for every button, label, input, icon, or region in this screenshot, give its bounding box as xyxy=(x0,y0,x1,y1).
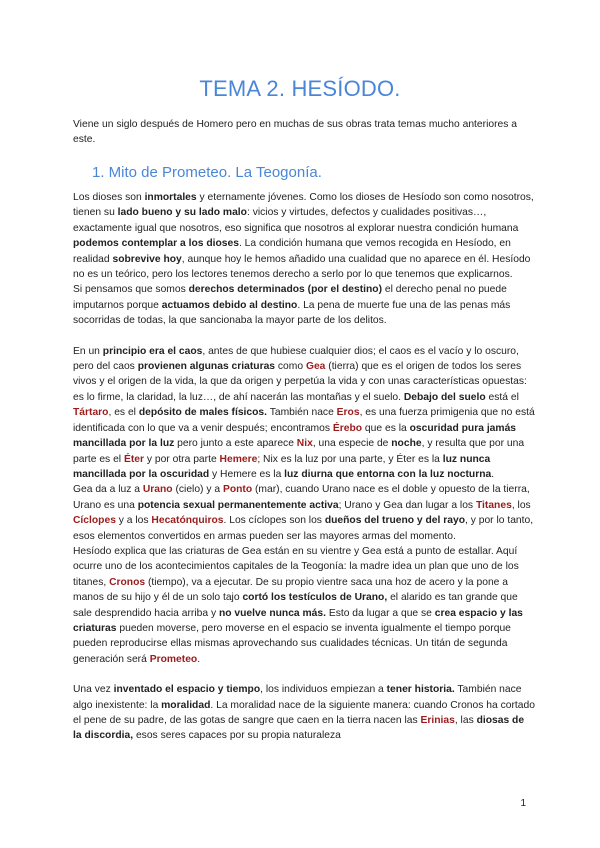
paragraph: Si pensamos que somos derechos determinados (por el destino) el derecho penal no puede imputarnos porque actuamos debido al destino. La pena de muerte fue una de las penas más socorridas de todas, la que sancionaba la mayor parte de los delitos. xyxy=(73,284,511,327)
highlighted-name: Nix xyxy=(296,438,313,450)
page-title: TEMA 2. HESÍODO. xyxy=(199,76,401,101)
highlighted-name: Urano xyxy=(142,484,173,496)
section-heading: 1. Mito de Prometeo. La Teogonía. xyxy=(92,164,322,181)
bold-text: derechos determinados (por el destino) xyxy=(188,284,383,296)
highlighted-name: Tártaro xyxy=(73,407,109,419)
highlighted-name: Hecatónquiros xyxy=(151,515,224,527)
highlighted-name: Ponto xyxy=(222,484,253,496)
highlighted-name: Titanes xyxy=(475,499,512,511)
highlighted-name: Gea xyxy=(305,361,326,373)
bold-text: potencia sexual permanentemente activa xyxy=(137,499,339,511)
page-number: 1 xyxy=(520,798,526,809)
bold-text: Debajo del suelo xyxy=(403,391,486,403)
highlighted-name: Cíclopes xyxy=(73,515,116,527)
bold-text: lado bueno y su lado malo xyxy=(117,207,247,219)
bold-text: luz diurna que entorna con la luz nocturna xyxy=(284,468,492,480)
bold-text: luz nunca mancillada por la oscuridad xyxy=(73,453,491,480)
bold-text: crea espacio y las criaturas xyxy=(73,607,523,634)
highlighted-name: Prometeo xyxy=(149,653,198,665)
bold-text: no vuelve nunca más. xyxy=(218,607,326,619)
bold-text: oscuridad pura jamás mancillada por la luz xyxy=(73,422,517,450)
paragraph: Gea da a luz a Urano (cielo) y a Ponto (mar), cuando Urano nace es el doble y opuesto de la tierra, Urano es una potencia sexual permanentemente activa; Urano y Gea dan lugar a los Titanes, los Cíclopes y a los Hecatónquiros. Los cíclopes son los dueños del trueno y del rayo, y por lo tanto, esos elementos convertidos en armas pueden ser las mayores armas del momento. xyxy=(73,484,534,542)
bold-text: cortó los testículos de Urano, xyxy=(242,592,388,604)
bold-text: moralidad xyxy=(161,699,211,711)
bold-text: sobrevive hoy xyxy=(112,253,182,265)
highlighted-name: Érebo xyxy=(332,422,363,434)
bold-text: podemos contemplar a los dioses xyxy=(73,238,239,250)
paragraph: Una vez inventado el espacio y tiempo, los individuos empiezan a tener historia. También nace algo inexistente: la moralidad. La moralidad nace de la siguiente manera: cuando Cronos ha cortado el pene de su padre, de las gotas de sangre que caen en la tierra nacen las Erinias, las diosas de la discordia, esos seres capaces por su propia naturaleza xyxy=(73,684,535,742)
paragraph: Los dioses son inmortales y eternamente jóvenes. Como los dioses de Hesíodo son como nosotros, tienen su lado bueno y su lado malo: vicios y virtudes, defectos y cualidades positivas…, exactamente igual que nosotros, eso significa que nosotros al explorar nuestra condición humana podemos contemplar a los dioses. La condición humana que vemos recogida en Hesíodo, en realidad sobrevive hoy, aunque hoy le hemos añadido una cualidad que no aparece en él. Hesíodo no es un teórico, pero los lectores tenemos derecho a serlo por lo que tenemos que explicarnos. xyxy=(73,192,534,281)
paragraph: En un principio era el caos, antes de que hubiese cualquier dios; el caos es el vacío y lo oscuro, pero del caos provienen algunas criaturas como Gea (tierra) que es el origen de todos los seres vivos y el origen de la vida, la que da origen y perpetúa la vida y con unas características opuestas: es lo firme, la claridad, la luz…, de ahí nacerán las montañas y el suelo. Debajo del suelo está el Tártaro, es el depósito de males físicos. También nace Eros, es una fuerza primigenia que no está identificada con lo que va a venir después; encontramos Érebo que es la oscuridad pura jamás mancillada por la luz pero junto a este aparece Nix, una especie de noche, y resulta que por una parte es el Éter y por otra parte Hemere; Nix es la luz por una parte, y Éter es la luz nunca mancillada por la oscuridad y Hemere es la luz diurna que entorna con la luz nocturna. xyxy=(73,345,535,480)
body-text xyxy=(73,190,535,744)
bold-text: noche xyxy=(391,438,422,450)
highlighted-name: Éter xyxy=(123,453,144,465)
bold-text: actuamos debido al destino xyxy=(161,299,298,311)
bold-text: depósito de males físicos. xyxy=(138,407,268,419)
bold-text: inmortales xyxy=(144,192,197,203)
bold-text: diosas de la discordia, xyxy=(73,715,525,742)
highlighted-name: Eros xyxy=(336,407,360,419)
highlighted-name: Erinias xyxy=(420,715,455,726)
bold-text: inventado el espacio y tiempo xyxy=(113,684,261,696)
bold-text: principio era el caos xyxy=(102,345,203,357)
bold-text: provienen algunas criaturas xyxy=(137,361,276,373)
intro-paragraph: Viene un siglo después de Homero pero en muchas de sus obras trata temas mucho anteriores a este. xyxy=(73,119,517,145)
paragraph: Hesíodo explica que las criaturas de Gea están en su vientre y Gea está a punto de estallar. Aquí ocurre uno de los acontecimientos capitales de la Teogonía: la madre idea un plan que uno de los titanes, Cronos (tiempo), va a ejecutar. De su propio vientre saca una hoz de acero y la pone a manos de su hijo y él de un solo tajo cortó los testículos de Urano, el alarido es tan grande que sale desprendido hacia arriba y no vuelve nunca más. Esto da lugar a que se crea espacio y las criaturas pueden moverse, pero moverse en el espacio se inventa igualmente el tiempo porque pueden reproducirse ellas mismas aprovechando sus cualidades técnicas. Un titán de segunda generación será Prometeo. xyxy=(73,545,523,665)
highlighted-name: Hemere xyxy=(219,453,258,465)
bold-text: tener historia. xyxy=(386,684,455,696)
bold-text: dueños del trueno y del rayo xyxy=(324,515,465,527)
highlighted-name: Cronos xyxy=(109,576,146,588)
